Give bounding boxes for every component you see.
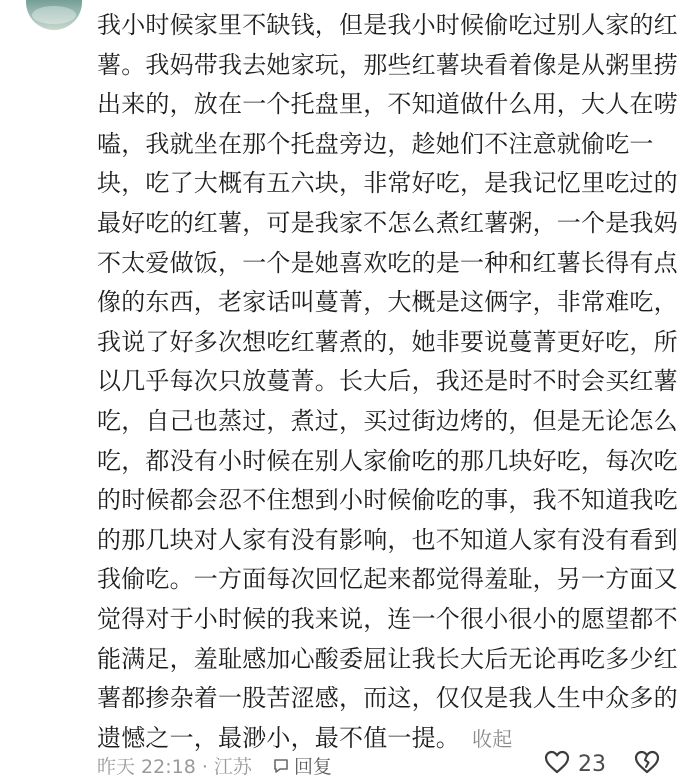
collapse-button[interactable]: 收起 — [472, 726, 513, 751]
comment-line: 出来的，放在一个托盘里，不知道做什么用，大人在唠 — [97, 90, 678, 119]
comment-line: 嗑，我就坐在那个托盘旁边，趁她们不注意就偷吃一 — [97, 129, 654, 158]
comment-line: 吃，都没有小时候在别人家偷吃的那几块好吃，每次吃 — [97, 446, 678, 475]
comment-line: 以几乎每次只放蔓菁。长大后，我还是时不时会买红薯 — [97, 367, 678, 396]
comment-line: 像的东西，老家话叫蔓菁，大概是这俩字，非常难吃， — [97, 288, 678, 317]
reply-icon — [272, 757, 290, 775]
comment-line: 遗憾之一，最渺小，最不值一提。 — [97, 723, 460, 752]
comment-line: 最好吃的红薯，可是我家不怎么煮红薯粥，一个是我妈 — [97, 208, 678, 237]
avatar[interactable] — [26, 0, 82, 30]
comment-line: 薯。我妈带我去她家玩，那些红薯块看着像是从粥里捞 — [97, 50, 678, 79]
broken-heart-icon — [634, 757, 660, 779]
like-count: 23 — [578, 752, 606, 777]
comment-line: 块，吃了大概有五六块，非常好吃，是我记忆里吃过的 — [97, 169, 678, 198]
comment-line: 吃，自己也蒸过，煮过，买过街边烤的，但是无论怎么 — [97, 406, 678, 435]
comment-line: 的时候都会忍不住想到小时候偷吃的事，我不知道我吃 — [97, 486, 678, 515]
comment-line: 我偷吃。一方面每次回忆起来都觉得羞耻，另一方面又 — [97, 565, 678, 594]
reply-button[interactable] — [272, 752, 332, 779]
like-button[interactable] — [544, 750, 606, 779]
reply-label: 回复 — [294, 756, 333, 778]
comment-line: 薯都掺杂着一股苦涩感，而这，仅仅是我人生中众多的 — [97, 684, 678, 713]
comment-text — [97, 6, 677, 759]
comment-line: 我说了好多次想吃红薯煮的，她非要说蔓菁更好吃，所 — [97, 327, 678, 356]
comment-line: 觉得对于小时候的我来说，连一个很小很小的愿望都不 — [97, 604, 678, 633]
heart-outline-icon — [544, 750, 570, 779]
comment-line: 能满足，羞耻感加心酸委屈让我长大后无论再吃多少红 — [97, 644, 678, 673]
comment-line: 不太爱做饭，一个是她喜欢吃的是一种和红薯长得有点 — [97, 248, 678, 277]
comment-footer — [97, 752, 690, 782]
comment-line: 的那几块对人家有没有影响，也不知道人家有没有看到 — [97, 525, 678, 554]
timestamp-location: 昨天 22:18 · 江苏 — [97, 756, 252, 778]
comment-line: 我小时候家里不缺钱，但是我小时候偷吃过别人家的红 — [97, 11, 678, 39]
dislike-button[interactable] — [634, 750, 660, 779]
